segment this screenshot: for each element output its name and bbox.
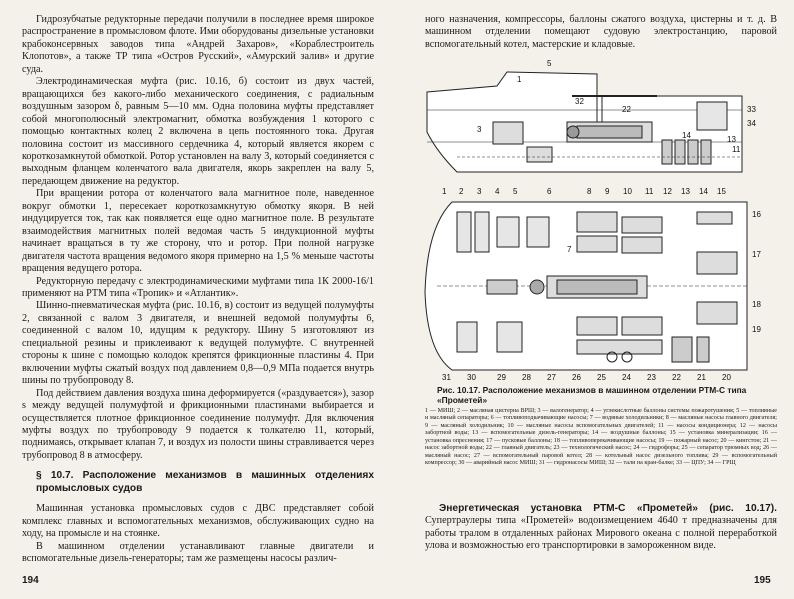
right-section: [425, 503, 777, 553]
figure-label: 33: [747, 105, 756, 114]
figure-label: 24: [622, 373, 631, 382]
figure-label: 11: [645, 187, 654, 196]
paragraph: Электродинамическая муфта (рис. 10.16, б) состоит из двух частей, вращающихся без какого-либо механического соединения, с радиальным воздушным зазором δ, равным 5—10 мм. Одна половина муфты представляет собой многополюсный электромагнит, обмотка возбуждения 1 которого с помощью контактных колец 2 включена в цепь постоянного тока. Другая половина состоит из массивного сердечника 4, который является якорем с короткозамкнутой обмоткой. Ротор установлен на валу 3, который соединяется с выходным фланцем коленчатого вала двигателя, якорь закреплен на валу 5, передающем движение на редуктор.: [22, 76, 374, 187]
figure-label: 34: [747, 119, 756, 128]
figure-label: 3: [477, 125, 482, 134]
figure-label: 32: [575, 97, 584, 106]
figure-label: 29: [497, 373, 506, 382]
figure-label: 23: [647, 373, 656, 382]
figure-label: 28: [522, 373, 531, 382]
figure-label: 5: [547, 59, 552, 68]
figure-label: 18: [752, 300, 761, 309]
left-body-text: [22, 14, 374, 566]
paragraph: В машинном отделении устанавливают главные двигатели и вспомогательные дизель-генераторы; там же размещены насосы различ-: [22, 540, 374, 565]
figure-label: 1: [517, 75, 522, 84]
figure-label: 1: [442, 187, 447, 196]
figure-label: 3: [477, 187, 482, 196]
figure-label: 8: [587, 187, 592, 196]
figure-label: 20: [722, 373, 731, 382]
figure-label: 14: [682, 131, 691, 140]
figure-label: 17: [752, 250, 761, 259]
figure-legend: 1 — МИШ; 2 — масляная цистерна ВРШ; 3 — валогенератор; 4 — углекислотные баллоны системы пожаротушения; 5 — топливные и масляный сепараторы; 6 — топливоподкачивающие насосы; 7 — водяные холодильники; 8 — масляные насосы главного двигателя; 9 — масляный холодильник; 10 — масляные насосы вспомогательных двигателей; 11 — насосы кондиционера; 12 — насосы забортной воды; 13 — вспомогательные дизель-генераторы; 14 — воздушные баллоны; 15 — установка минерализации; 16 — установка опреснения; 17 — пусковые баллоны; 18 — топливоперекачивающие насосы; 19 — пожарный насос; 20 — кингстон; 21 — насос забортной воды; 22 — главный двигатель; 23 — технологический насос; 24 — гидрофоры; 25 — сепаратор трюмных вод; 26 — масляный насос; 27 — вспомогательный паровой котел; 28 — котельный насос дизельного топлива; 29 — вспомогательный компрессор; 30 — аварийный насос МИШ; 31 — гидронасосы МИШ; 32 — тали на кран-балке; 33 — ЦПУ; 34 — ГРЩ: [425, 408, 777, 467]
figure-label: 11: [732, 145, 741, 154]
figure-label: 14: [699, 187, 708, 196]
figure-label: 30: [467, 373, 476, 382]
figure-label: 22: [672, 373, 681, 382]
page-number: 194: [22, 575, 39, 586]
figure-label: 13: [727, 135, 736, 144]
figure-label: 26: [572, 373, 581, 382]
plan-view: [425, 202, 747, 370]
figure-label: 5: [513, 187, 518, 196]
figure-label: 27: [547, 373, 556, 382]
paragraph: Редукторную передачу с электродинамическими муфтами типа 1К 2000-16/1 применяют на РТМ типа «Тропик» и «Атлантик».: [22, 275, 374, 299]
figure-label: 19: [752, 325, 761, 334]
figure-label: 25: [597, 373, 606, 382]
figure-label: 21: [697, 373, 706, 382]
section-heading: § 10.7. Расположение механизмов в машинных отделениях промысловых судов: [36, 470, 374, 494]
figure-label: 31: [442, 373, 451, 382]
section-heading: Энергетическая установка РТМ-С «Прометей» (рис. 10.17).: [439, 503, 777, 514]
section-body: [425, 503, 777, 553]
right-page: [397, 0, 794, 599]
figure-label: 6: [547, 187, 552, 196]
figure-label: 2: [459, 187, 464, 196]
page-number: 195: [754, 575, 771, 586]
paragraph: Машинная установка промысловых судов с ДВС представляет собой комплекс главных и вспомогательных механизмов, обслуживающих судно на ходу, на промысле и на стоянке.: [22, 503, 374, 540]
section-text: Супертраулеры типа «Прометей» водоизмещением 4640 т предназначены для работы тралом в отдаленных районах Мирового океана с полной переработкой улова и возможностью его транспортировки в замороженном виде.: [425, 515, 777, 552]
paragraph: Под действием давления воздуха шина деформируется («раздувается»), зазор s между ведущей полумуфтой и фрикционными пластинами выбирается и осуществляется плотное фрикционное соединение полумуфт. Для включения муфты воздух по трубопроводу 9 подается к толкателю 11, который, поднимаясь, открывает клапан 7, и воздух из полости шины стравливается через трубопровод 8 в атмосферу.: [22, 387, 374, 461]
figure-label: 12: [663, 187, 672, 196]
figure-label: 13: [681, 187, 690, 196]
figure-label: 4: [495, 187, 500, 196]
figure-label: 10: [623, 187, 632, 196]
figure-caption: Рис. 10.17. Расположение механизмов в машинном отделении РТМ-С типа «Прометей»: [437, 385, 747, 405]
right-intro-text: [425, 14, 777, 51]
paragraph: При вращении ротора от коленчатого вала магнитное поле, наведенное вокруг обмотки 1, пересекает короткозамкнутую обмотку якоря. В ней индуцируется ток, так как появляется еще одно магнитное поле. В результате взаимодействия магнитных полей ведомая часть 5 индукционной муфты начинает вращаться в ту же сторону, что и ротор. При полной нагрузке двигателя частота вращения ведомого якоря примерно на 1,5 % меньше частоты вращения ведущего ротора.: [22, 188, 374, 275]
figure-label: 22: [622, 105, 631, 114]
figure-label: 9: [605, 187, 610, 196]
figure-label: 16: [752, 210, 761, 219]
figure-label: 15: [717, 187, 726, 196]
paragraph: Гидрозубчатые редукторные передачи получили в последнее время широкое распространение в промысловом флоте. Ими оборудованы дизельные установки крабоконсервных заводов типа «Андрей Захаров», «Кораблестроитель Клопотов», а также ТР типа «Остров Русский», «Амурский залив» и другие суда.: [22, 14, 374, 75]
paragraph: Шинно-пневматическая муфта (рис. 10.16, в) состоит из ведущей полумуфты 2, связанной с валом 3 двигателя, и внешней ведомой полумуфты 6, соединенной с валом 10, идущим к редуктору. Шину 5 изготовляют из специальной резины и приклеивают к ведущей полумуфте. С внутренней стороны к шине с помощью колодок крепятся фрикционные пластины 4. При включении муфты сжатый воздух под давлением 0,8—0,9 МПа подается внутрь шины по трубопроводу 8.: [22, 300, 374, 387]
elevation-view: [427, 72, 742, 172]
figure-label: 7: [567, 245, 572, 254]
paragraph: ного назначения, компрессоры, баллоны сжатого воздуха, цистерны и т. д. В машинном отделении помещают судовую электростанцию, паровой вспомогательный котел, мастерские и кладовые.: [425, 14, 777, 50]
engine-room-figure: [397, 52, 794, 382]
